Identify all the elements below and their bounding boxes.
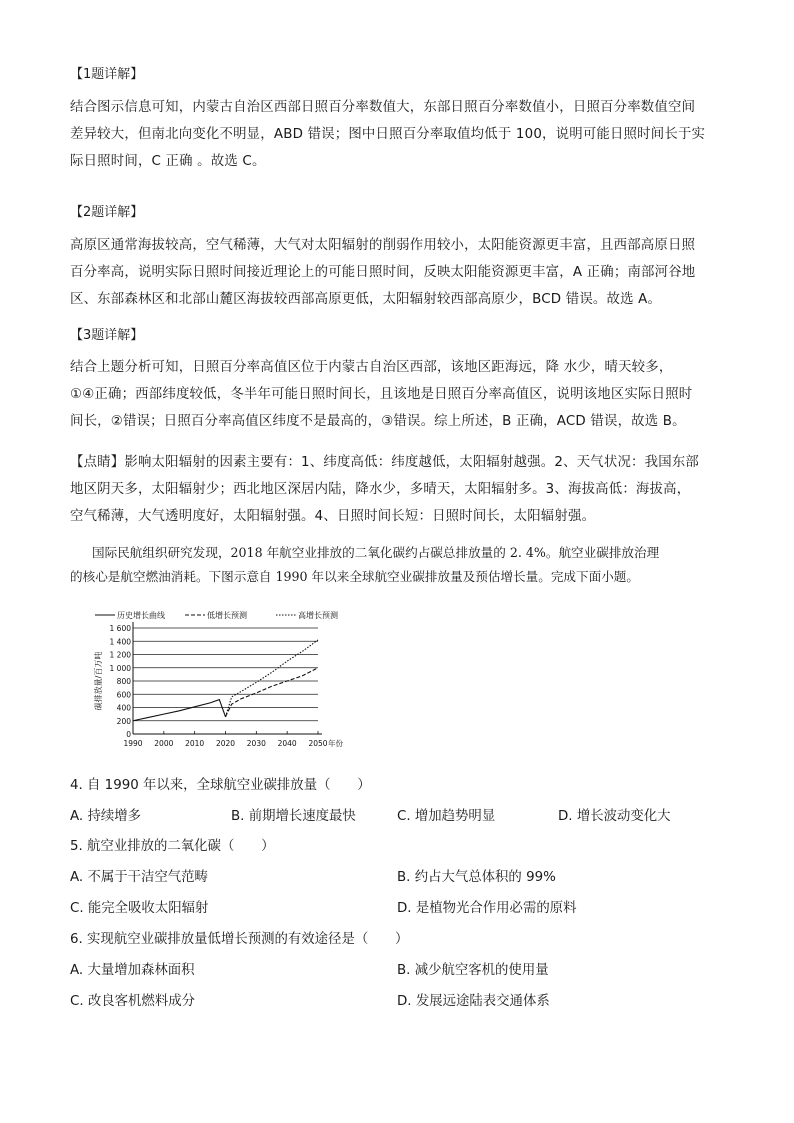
text-line: 地区阴天多，太阳辐射少；西北地区深居内陆，降水少，多晴天，太阳辐射多。3、海拔高低：海拔高， <box>70 482 691 497</box>
text-line: 间长，②错误；日照百分率高值区纬度不是最高的，③错误。综上所述，B 正确，ACD 错误，故选 B。 <box>70 414 686 429</box>
text-line: 的核心是航空燃油消耗。下图示意自 1990 年以来全球航空业碳排放量及预估增长量。完成下面小题。 <box>70 569 639 584</box>
x-tick-label: 1990 <box>123 739 143 748</box>
question-4-stem: 4. 自 1990 年以来，全球航空业碳排放量（ ） <box>70 778 371 793</box>
y-tick-label: 200 <box>116 716 131 726</box>
question-5-option-b[interactable]: B. 约占大气总体积的 99% <box>397 870 556 885</box>
q2-detail-heading: 【2题详解】 <box>70 205 144 220</box>
x-tick-label: 2000 <box>154 739 174 748</box>
text-line: 结合上题分析可知，日照百分率高值区位于内蒙古自治区西部，该地区距海远，降 水少，晴天较多， <box>70 360 673 375</box>
y-tick-label: 0 <box>126 730 131 739</box>
question-5-option-d[interactable]: D. 是植物光合作用必需的原料 <box>397 901 577 916</box>
question-6-option-b[interactable]: B. 减少航空客机的使用量 <box>397 963 549 978</box>
y-tick-label: 1 400 <box>109 637 131 647</box>
text-line: 际日照时间，C 正确 。故选 C。 <box>70 154 266 169</box>
x-axis-label: 年份 <box>328 739 343 748</box>
text-line: 国际民航组织研究发现，2018 年航空业排放的二氧化碳约占碳总排放量的 2. 4%。航空业碳排放治理 <box>92 545 660 560</box>
question-6-option-d[interactable]: D. 发展远途陆表交通体系 <box>397 994 550 1009</box>
y-tick-label: 1 200 <box>109 650 131 660</box>
text-line: 【点睛】影响太阳辐射的因素主要有：1、纬度高低：纬度越低，太阳辐射越强。2、天气状况：我国东部 <box>70 455 700 470</box>
text-line: ①④正确；西部纬度较低，冬半年可能日照时间长，且该地是日照百分率高值区，说明该地区实际日照时 <box>70 387 693 402</box>
series-line-2 <box>226 640 319 717</box>
tips-text <box>70 449 735 530</box>
question-4-option-a[interactable]: A. 持续增多 <box>70 809 141 824</box>
text-line: 高原区通常海拔较高，空气稀薄，大气对太阳辐射的削弱作用较小，太阳能资源更丰富，且西部高原日照 <box>70 238 696 253</box>
y-tick-label: 1 000 <box>109 663 131 673</box>
series-line-1 <box>226 668 319 717</box>
y-tick-label: 400 <box>116 703 131 713</box>
legend-label-1: 低增长预测 <box>207 611 247 620</box>
x-tick-label: 2040 <box>277 739 297 748</box>
x-tick-label: 2030 <box>246 739 266 748</box>
x-tick-label: 2020 <box>215 739 236 748</box>
intro-text <box>70 541 762 589</box>
text-line: 空气稀薄，大气透明度好，太阳辐射强。4、日照时间长短：日照时间长，太阳辐射强。 <box>70 509 596 524</box>
question-5-option-a[interactable]: A. 不属于干洁空气范畴 <box>70 870 208 885</box>
question-4-option-b[interactable]: B. 前期增长速度最快 <box>231 809 356 824</box>
text-line: 差异较大，但南北向变化不明显，ABD 错误；图中日照百分率取值均低于 100，说明可能日照时间长于实 <box>70 127 706 142</box>
q3-detail-text <box>70 354 735 435</box>
series-line-0 <box>133 700 226 721</box>
y-tick-label: 600 <box>116 690 131 700</box>
text-line: 区、东部森林区和北部山麓区海拔较西部高原更低，太阳辐射较西部高原少，BCD 错误。故选 A。 <box>70 292 662 307</box>
legend-label-2: 高增长预测 <box>298 611 338 620</box>
carbon-emission-chart <box>90 606 360 756</box>
y-axis-label: 碳排放量/百万吨 <box>94 651 103 711</box>
x-tick-label: 2050 <box>308 739 328 748</box>
text-line: 百分率高，说明实际日照时间接近理论上的可能日照时间，反映太阳能资源更丰富，A 正确；南部河谷地 <box>70 265 696 280</box>
question-4-option-d[interactable]: D. 增长波动变化大 <box>558 809 671 824</box>
text-line: 结合图示信息可知，内蒙古自治区西部日照百分率数值大，东部日照百分率数值小，日照百分率数值空间 <box>70 100 696 115</box>
x-tick-label: 2010 <box>185 739 205 748</box>
y-tick-label: 800 <box>116 677 131 686</box>
q1-detail-text <box>70 94 735 175</box>
question-6-option-c[interactable]: C. 改良客机燃料成分 <box>70 994 195 1009</box>
question-5-stem: 5. 航空业排放的二氧化碳（ ） <box>70 839 275 854</box>
question-4-option-c[interactable]: C. 增加趋势明显 <box>397 809 496 824</box>
q3-detail-heading: 【3题详解】 <box>70 328 144 343</box>
question-6-option-a[interactable]: A. 大量增加森林面积 <box>70 963 195 978</box>
y-tick-label: 1 600 <box>109 624 131 633</box>
q2-detail-text <box>70 232 735 313</box>
question-6-stem: 6. 实现航空业碳排放量低增长预测的有效途径是（ ） <box>70 932 409 947</box>
question-5-option-c[interactable]: C. 能完全吸收太阳辐射 <box>70 901 209 916</box>
legend-label-0: 历史增长曲线 <box>117 611 165 620</box>
q1-detail-heading: 【1题详解】 <box>70 67 144 82</box>
